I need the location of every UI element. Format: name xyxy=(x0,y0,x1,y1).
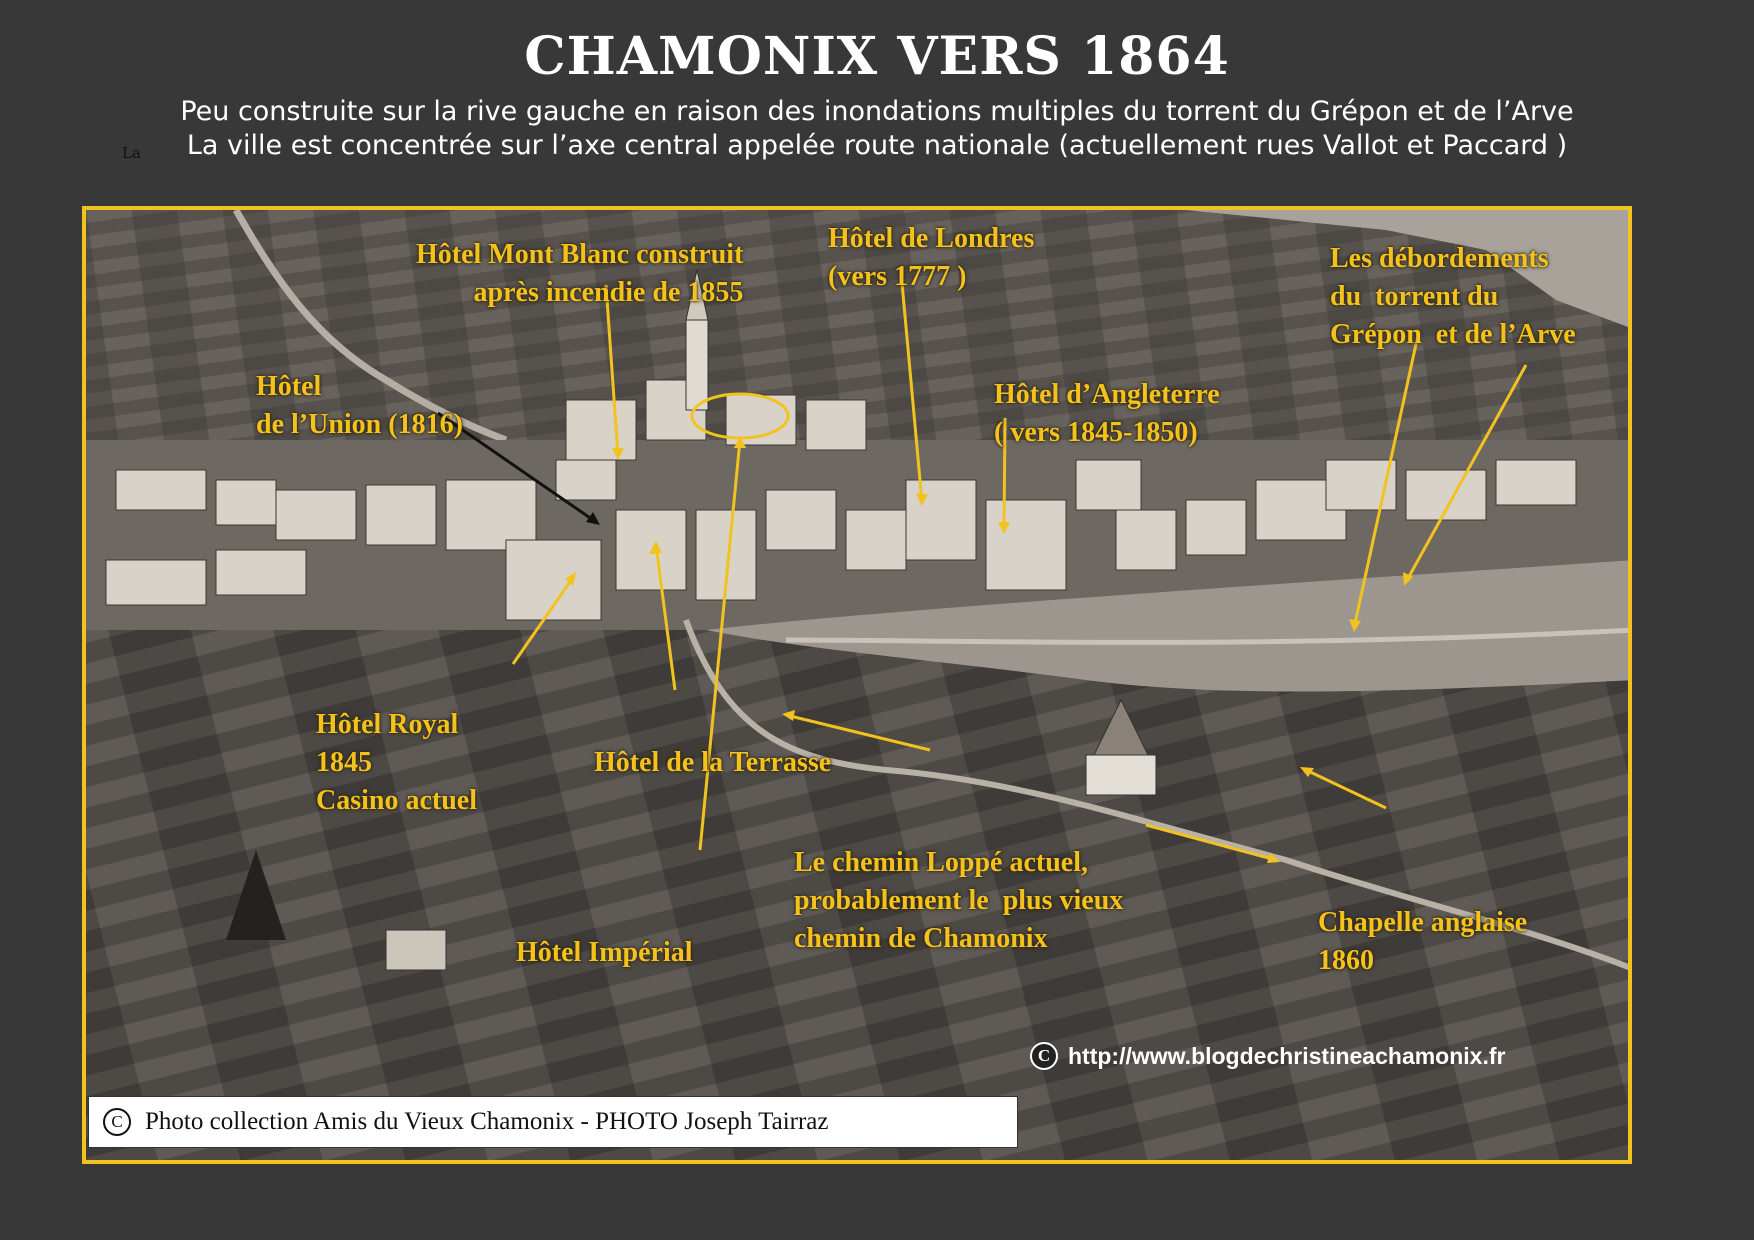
page-title: CHAMONIX VERS 1864 xyxy=(524,26,1230,87)
copyright-icon: C xyxy=(103,1108,131,1136)
copyright-icon: C xyxy=(1030,1042,1058,1070)
chalet xyxy=(386,930,446,970)
label-hotel-d-angleterre: Hôtel d’Angleterre ( vers 1845-1850) xyxy=(994,379,1220,448)
source-url-text: http://www.blogdechristineachamonix.fr xyxy=(1068,1042,1506,1069)
subtitle-line-2: La ville est concentrée sur l’axe central appelée route nationale (actuellement rues Vallot et Paccard ) xyxy=(186,130,1568,161)
stray-text: La xyxy=(122,144,141,162)
source-url xyxy=(1030,1042,1505,1070)
label-hotel-de-l-union: Hôtel de l’Union (1816) xyxy=(256,371,463,440)
subtitle-line-1: Peu construite sur la rive gauche en raison des inondations multiples du torrent du Grépon et de l’Arve xyxy=(180,96,1574,127)
label-hotel-de-londres: Hôtel de Londres (vers 1777 ) xyxy=(828,223,1035,292)
english-chapel xyxy=(1086,755,1156,795)
photo-credit-text: Photo collection Amis du Vieux Chamonix - PHOTO Joseph Tairraz xyxy=(145,1108,829,1135)
label-hotel-imperial: Hôtel Impérial xyxy=(516,937,693,968)
label-chemin-loppe: Le chemin Loppé actuel, probablement le plus vieux chemin de Chamonix xyxy=(794,847,1124,954)
label-hotel-royal: Hôtel Royal 1845 Casino actuel xyxy=(316,709,477,816)
annotated-photo-frame xyxy=(82,206,1632,1164)
label-hotel-mont-blanc: Hôtel Mont Blanc construit après incendie de 1855 xyxy=(416,239,744,308)
photo-credit-box xyxy=(88,1096,1018,1148)
label-chapelle-anglaise: Chapelle anglaise 1860 xyxy=(1318,907,1528,976)
label-hotel-de-la-terrasse: Hôtel de la Terrasse xyxy=(594,747,832,778)
label-debordements: Les débordements du torrent du Grépon et de l’Arve xyxy=(1330,243,1576,350)
church-steeple xyxy=(686,320,708,410)
